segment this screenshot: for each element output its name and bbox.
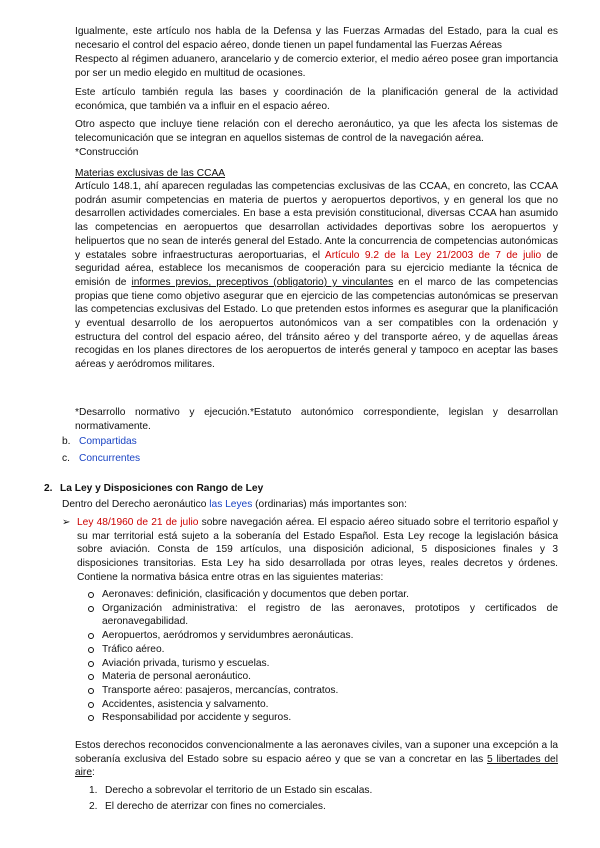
text-marco-competencias: en el marco de las competencias propias que tiene como objetivo asegurar que en ejercicio de las competencias autonómicas se preservan las competencias exclusivas del Estado. Lo que pretenden estos informes es asegurar que la planificación y eventual desarrollo de los aeropuertos autonómicos van a ser compatibles con la ordenación y estructura del control del espacio aéreo, del tránsito aéreo y del transporte aéreo, y de aquellas áreas recogidas en los planes directores de los aeropuertos de interés general y tampoco en aceptar las bases aéreas y aeródromos militares. — [75, 276, 558, 371]
text-ley-48-1960: sobre navegación aérea. El espacio aéreo situado sobre el territorio español y su mar territorial está sujeto a la soberanía del Estado Español. Esta Ley recoge la legislación básica sobre aviación. Consta de 159 artículos, una disposición adicional, 5 disposiciones finales y 3 disposiciones transitorias. Esta Ley ha sido desarrollada por otras leyes, reales decretos y órdenes. Contiene la normativa básica entre otras en las siguientes materias: — [77, 517, 558, 583]
list-marker: 1. — [89, 785, 98, 796]
link-ley-48-1960[interactable]: Ley 48/1960 de 21 de julio — [77, 517, 199, 528]
text-libertad: El derecho de aterrizar con fines no comerciales. — [105, 801, 326, 812]
list-item-materia: Aeronaves: definición, clasificación y documentos que deben portar. — [86, 588, 558, 602]
section-number: 2. — [44, 483, 53, 494]
paragraph-intro-leyes — [62, 498, 558, 512]
arrow-bullet-icon: ➢ — [62, 517, 71, 528]
text-libertades-aire: 5 libertades del aire — [75, 753, 558, 779]
list-item-libertad — [89, 784, 549, 798]
paragraph-planificacion: Este artículo también regula las bases y coordinación de la planificación general de la actividad económica, que también va a influir en el espacio aéreo. — [75, 87, 558, 112]
list-marker: c. — [62, 453, 70, 464]
list-item-materia: Organización administrativa: el registro de las aeronaves, prototipos y certificados de aeronavegabilidad. — [86, 602, 558, 629]
list-marker: 2. — [89, 801, 98, 812]
list-item-materia: Responsabilidad por accidente y seguros. — [86, 711, 558, 725]
text-intro: Dentro del Derecho aeronáutico — [62, 499, 207, 510]
link-compartidas[interactable]: Compartidas — [79, 436, 137, 447]
list-item-materia: Aviación privada, turismo y escuelas. — [86, 657, 558, 671]
text-seguridad-aerea: de seguridad aérea, establece los mecanismos de cooperación para su ejercicio mediante la técnica de emisión de — [75, 249, 558, 288]
paragraph-derechos-reconocidos — [75, 739, 558, 780]
paragraph-ley-48-1960 — [77, 516, 558, 585]
list-item-materia: Materia de personal aeronáutico. — [86, 670, 558, 684]
note-construccion: *Construcción — [75, 147, 139, 158]
text-libertad: Derecho a sobrevolar el territorio de un Estado sin escalas. — [105, 785, 373, 796]
section-heading-ley — [44, 482, 544, 496]
text-articulo-148: Artículo 148.1, ahí aparecen reguladas las competencias exclusivas de las CCAA, en concreto, las CCAA podrán asumir competencias en materia de puertos y aeropuertos deportivos, y en general los que no desarrollen actividades comerciales. En base a esta previsión constitucional, diversas CCAA han asumido las competencias en aeropuertos que desarrollan actividades deportivas sobre los aeropuertos y helipuertos que no sean de interés general del Estado. Ante la concurrencia de competencias autonómicas y estatales sobre infraestructuras aeroportuarias, el — [75, 181, 558, 261]
list-item-concurrentes — [62, 452, 362, 466]
list-item-libertad — [89, 800, 549, 814]
link-concurrentes[interactable]: Concurrentes — [79, 453, 141, 464]
text-intro-end: (ordinarias) más importantes son: — [255, 499, 407, 510]
link-las-leyes[interactable]: las Leyes — [209, 499, 253, 510]
section-title-exclusivas: Materias exclusivas de las CCAA — [75, 168, 226, 179]
paragraph-articulo-148 — [75, 180, 558, 372]
text-colon: : — [92, 767, 95, 779]
list-item-materia: Aeropuertos, aeródromos y servidumbres aeronáuticas. — [86, 629, 558, 643]
link-ley-21-2003[interactable]: Artículo 9.2 de la Ley 21/2003 de 7 de julio — [324, 249, 542, 261]
list-item-materia: Transporte aéreo: pasajeros, mercancías, contratos. — [86, 684, 558, 698]
note-desarrollo-normativo: *Desarrollo normativo y ejecución.*Estatuto autonómico correspondiente, legislan y desarrollan normativamente. — [75, 407, 558, 432]
section-title-ley: La Ley y Disposiciones con Rango de Ley — [60, 483, 264, 494]
list-item-compartidas — [62, 435, 362, 449]
list-item-materia: Accidentes, asistencia y salvamento. — [86, 698, 558, 712]
paragraph-defensa: Igualmente, este artículo nos habla de la Defensa y las Fuerzas Armadas del Estado, para la cual es necesario el control del espacio aéreo, donde tienen un papel fundamental las Fuerzas Aéreas — [75, 26, 558, 51]
paragraph-telecomunicacion: Otro aspecto que incluye tiene relación con el derecho aeronáutico, ya que les afecta los sistemas de telecomunicación que se integran en aquellos sistemas de control de la navegación aérea. — [75, 119, 558, 144]
list-marker: b. — [62, 436, 71, 447]
list-item-materia: Tráfico aéreo. — [86, 643, 558, 657]
paragraph-aduanero: Respecto al régimen aduanero, arancelario y de comercio exterior, el medio aéreo posee gran importancia por ser un medio elegido en multitud de ocasiones. — [75, 54, 558, 79]
list-materias — [86, 588, 558, 725]
text-informes-previos: informes previos, preceptivos (obligatorio) y vinculantes — [131, 276, 394, 288]
text-derechos: Estos derechos reconocidos convencionalmente a las aeronaves civiles, van a suponer una excepción a la soberanía exclusiva del Estado sobre su espacio aéreo y que se van a concretar en las — [75, 740, 558, 765]
